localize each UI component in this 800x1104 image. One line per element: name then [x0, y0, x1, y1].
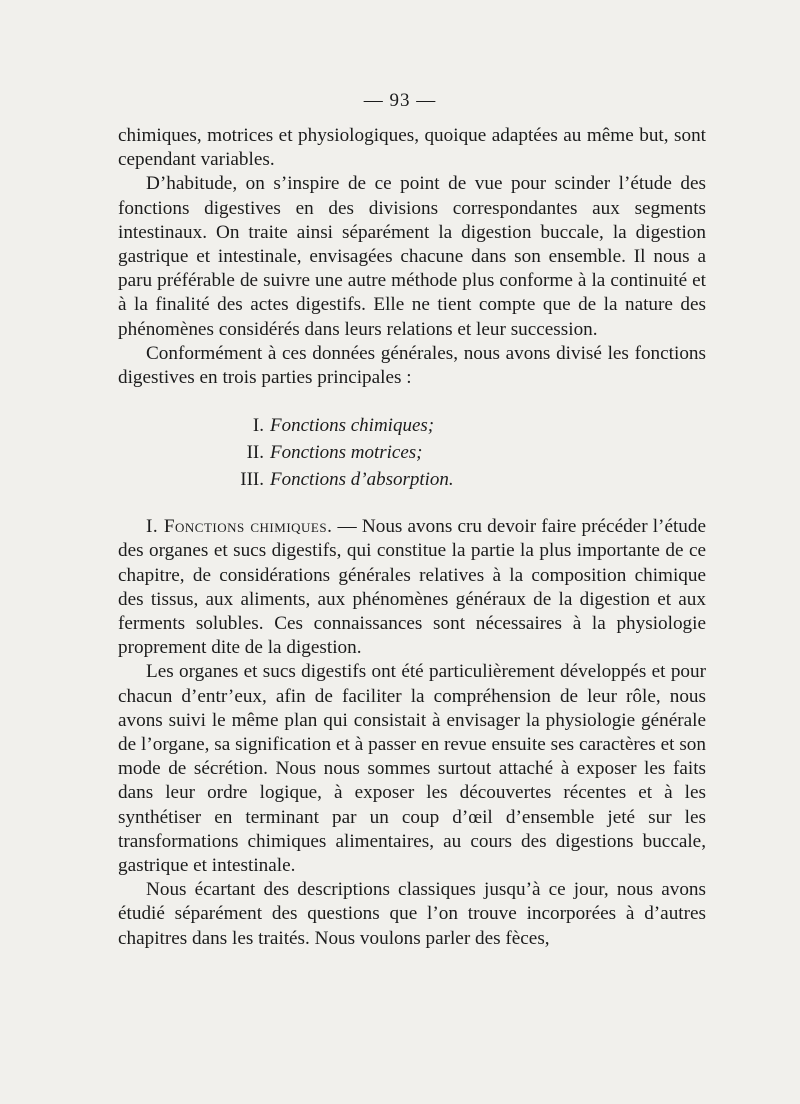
paragraph: Conformément à ces données générales, nous avons divisé les fonctions digestives en trois parties principales : — [118, 342, 706, 389]
list-item-label: Fonctions d’absorption. — [270, 469, 454, 491]
paragraph: Nous écartant des descriptions classiques jusqu’à ce jour, nous avons étudié séparément des questions que l’on trouve incorporées à d’autres chapitres dans les traités. Nous voulons parler des fèces, — [118, 879, 706, 949]
paragraph: Les organes et sucs digestifs ont été particulièrement développés et pour chacun d’entr’eux, afin de faciliter la compréhension de leur rôle, nous avons suivi le même plan qui consistait à envisager la physiologie générale de l’organe, sa signification et à passer en revue ensuite ses caractères et son mode de sécrétion. Nous nous sommes surtout attaché à exposer les faits dans leur ordre logique, à exposer les découvertes récentes et à les synthétiser en terminant par un coup d’œil d’ensemble jeté sur les transformations chimiques alimentaires, au cours des digestions buccale, gastrique et intestinale. — [118, 661, 706, 877]
page-body — [118, 124, 706, 951]
list-item — [236, 439, 706, 466]
list-item-label: Fonctions motrices; — [270, 442, 423, 464]
section-text: — Nous avons cru devoir faire précéder l’étude des organes et sucs digestifs, qui constitue la partie la plus importante de ce chapitre, de considérations générales relatives à la composition chimique des tissus, aux aliments, aux phénomènes généraux de la digestion et aux ferments solubles. Ces connaissances sont nécessaires à la physiologie proprement dite de la digestion. — [118, 516, 706, 659]
page-number: — 93 — — [363, 90, 437, 111]
paragraph: D’habitude, on s’inspire de ce point de vue pour scinder l’étude des fonctions digestives en des divisions correspondantes aux segments intestinaux. On traite ainsi séparément la digestion buccale, la digestion gastrique et intestinale, envisagées chacune dans son ensemble. Il nous a paru préférable de suivre une autre méthode plus conforme à la continuité et à la finalité des actes digestifs. Elle ne tient compte que de la nature des phénomènes considérés dans leurs relations et leur succession. — [118, 173, 706, 340]
section-heading: I. Fonctions chimiques. — [146, 516, 333, 538]
list-item — [236, 466, 706, 493]
list-item — [236, 412, 706, 439]
list-item-number: III. — [240, 469, 264, 491]
list-item-label: Fonctions chimiques; — [270, 415, 435, 437]
list-item-number: I. — [252, 415, 264, 437]
division-list — [236, 412, 706, 493]
section-paragraph — [118, 515, 706, 660]
paragraph: chimiques, motrices et physiologiques, quoique adaptées au même but, sont cependant variables. — [118, 125, 706, 171]
list-item-number: II. — [246, 442, 264, 464]
